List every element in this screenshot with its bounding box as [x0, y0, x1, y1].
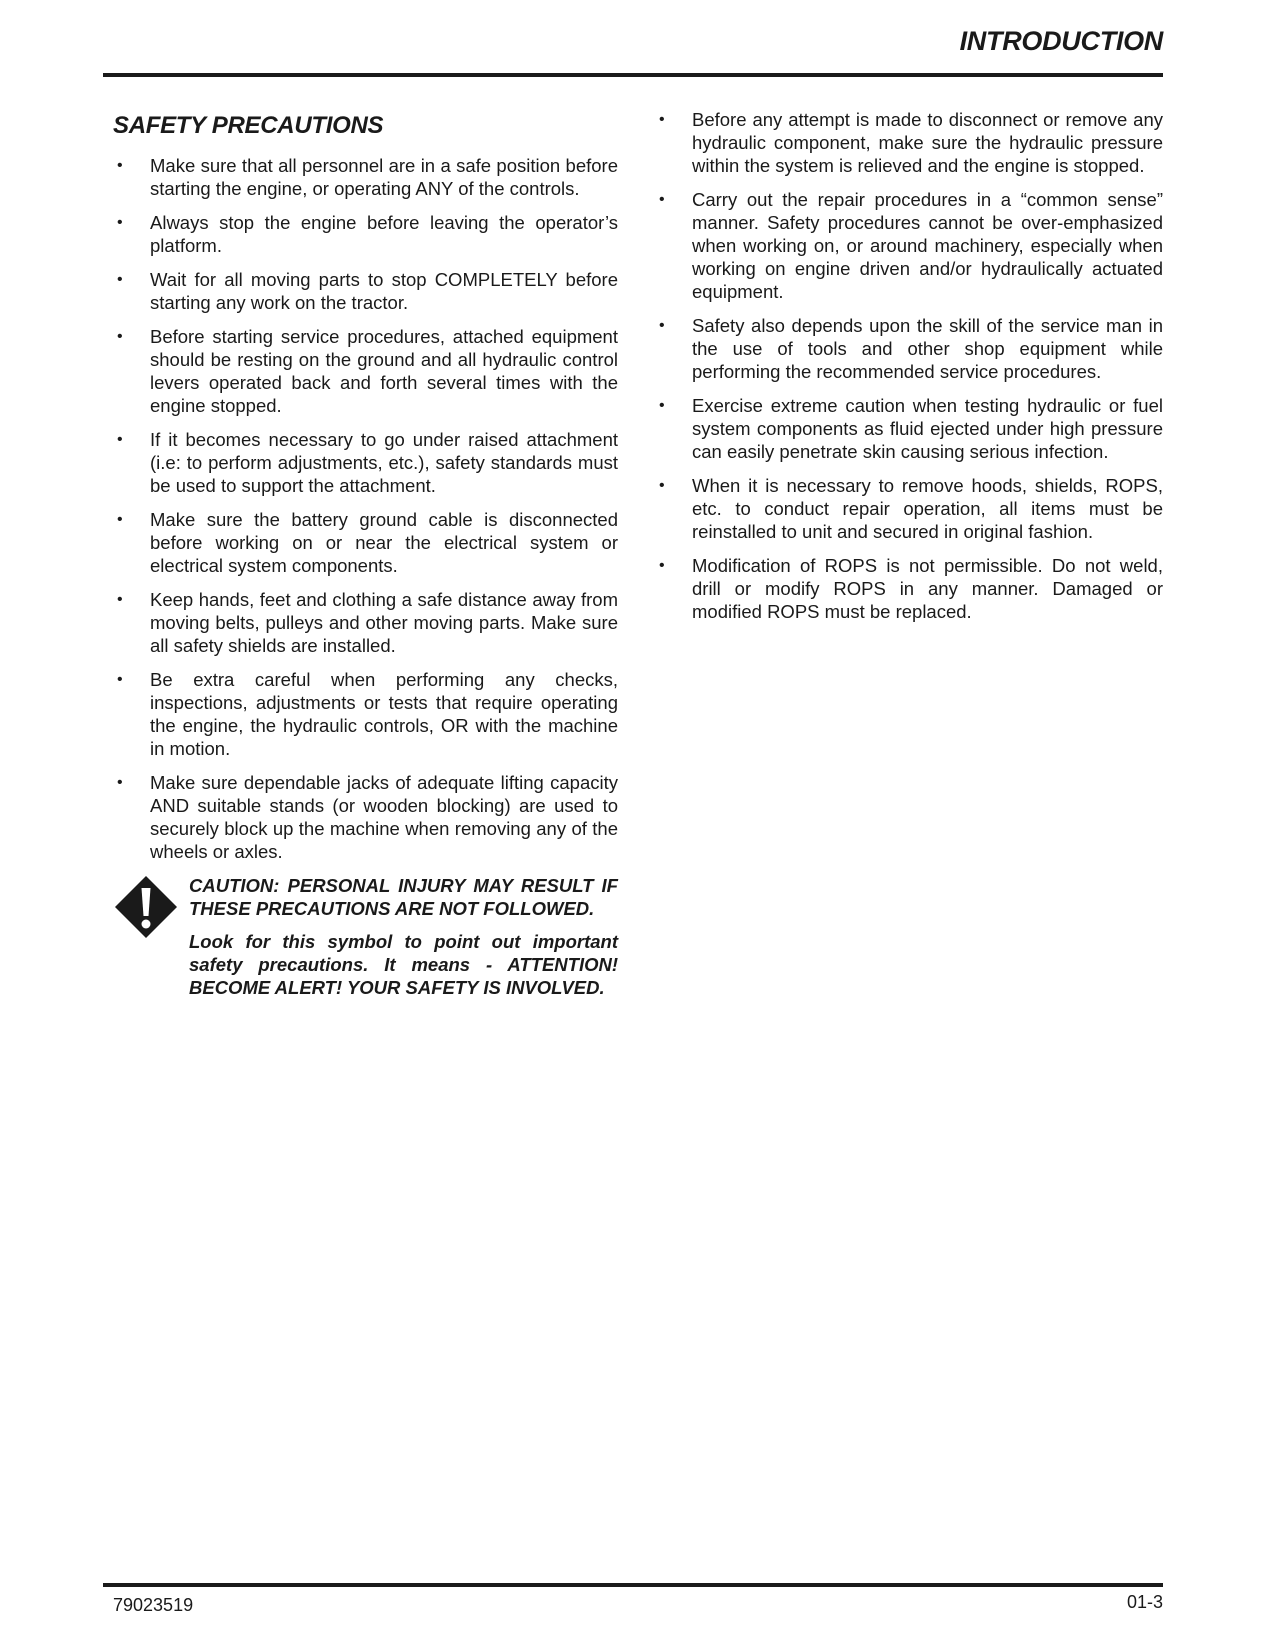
- bullet-icon: •: [117, 511, 123, 528]
- bullet-icon: •: [659, 397, 665, 414]
- page-header-title: INTRODUCTION: [959, 26, 1163, 56]
- list-item: [113, 211, 618, 257]
- caution-text: Look for this symbol to point out important safety precautions. It means - ATTENTION! BECOME ALERT! YOUR SAFETY IS INVOLVED.: [189, 931, 618, 998]
- list-item-text: Be extra careful when performing any checks, inspections, adjustments or tests that require operating the engine, the hydraulic controls, OR with the machine in motion.: [150, 669, 618, 759]
- list-item-text: Make sure dependable jacks of adequate lifting capacity AND suitable stands (or wooden blocking) are used to securely block up the machine when removing any of the wheels or axles.: [150, 772, 618, 862]
- list-item-text: Always stop the engine before leaving the operator’s platform.: [150, 212, 618, 256]
- bullet-icon: •: [659, 477, 665, 494]
- bullet-icon: •: [117, 431, 123, 448]
- list-item: [113, 268, 618, 314]
- list-item: [113, 668, 618, 760]
- list-item: [113, 508, 618, 577]
- list-item: [655, 474, 1163, 543]
- list-item-text: If it becomes necessary to go under raised attachment (i.e: to perform adjustments, etc.), safety standards must be used to support the attachment.: [150, 429, 618, 496]
- bullet-icon: •: [659, 557, 665, 574]
- bullet-icon: •: [117, 671, 123, 688]
- list-item: [655, 314, 1163, 383]
- list-item-text: Keep hands, feet and clothing a safe distance away from moving belts, pulleys and other moving parts. Make sure all safety shields are installed.: [150, 589, 618, 656]
- list-item-text: Before any attempt is made to disconnect or remove any hydraulic component, make sure the hydraulic pressure within the system is relieved and the engine is stopped.: [692, 109, 1163, 176]
- caution-box: [113, 874, 618, 999]
- warning-icon: [113, 874, 179, 940]
- caution-heading: CAUTION: PERSONAL INJURY MAY RESULT IF THESE PRECAUTIONS ARE NOT FOLLOWED.: [189, 875, 618, 919]
- bullet-icon: •: [659, 317, 665, 334]
- list-item-text: Safety also depends upon the skill of the service man in the use of tools and other shop equipment while performing the recommended service procedures.: [692, 315, 1163, 382]
- list-item-text: Wait for all moving parts to stop COMPLETELY before starting any work on the tractor.: [150, 269, 618, 313]
- list-item: [113, 588, 618, 657]
- bullet-icon: •: [659, 111, 665, 128]
- list-item-text: Carry out the repair procedures in a “common sense” manner. Safety procedures cannot be over-emphasized when working on, or around machinery, especially when working on engine driven and/or hydraulically actuated equipment.: [692, 189, 1163, 302]
- list-item-text: Make sure the battery ground cable is disconnected before working on or near the electrical system or electrical system components.: [150, 509, 618, 576]
- footer-part-number: 79023519: [113, 1595, 194, 1615]
- bullet-icon: •: [117, 591, 123, 608]
- list-item: [113, 771, 618, 863]
- right-bullet-list: [655, 108, 1163, 623]
- list-item: [655, 108, 1163, 177]
- list-item: [655, 188, 1163, 303]
- right-column: [655, 108, 1163, 634]
- bullet-icon: •: [117, 774, 123, 791]
- left-bullet-list: [113, 154, 618, 863]
- bullet-icon: •: [117, 214, 123, 231]
- list-item-text: When it is necessary to remove hoods, shields, ROPS, etc. to conduct repair operation, all items must be reinstalled to unit and secured in original fashion.: [692, 475, 1163, 542]
- bullet-icon: •: [117, 271, 123, 288]
- header-rule: [103, 73, 1163, 77]
- list-item: [655, 554, 1163, 623]
- section-title: SAFETY PRECAUTIONS: [113, 112, 384, 139]
- list-item: [113, 428, 618, 497]
- list-item: [113, 325, 618, 417]
- list-item-text: Before starting service procedures, attached equipment should be resting on the ground and all hydraulic control levers operated back and forth several times with the engine stopped.: [150, 326, 618, 416]
- list-item-text: Make sure that all personnel are in a safe position before starting the engine, or operating ANY of the controls.: [150, 155, 618, 199]
- list-item: [113, 154, 618, 200]
- list-item: [655, 394, 1163, 463]
- bullet-icon: •: [117, 157, 123, 174]
- bullet-icon: •: [659, 191, 665, 208]
- left-column: [113, 108, 618, 1009]
- list-item-text: Modification of ROPS is not permissible. Do not weld, drill or modify ROPS in any manner. Damaged or modified ROPS must be replaced.: [692, 555, 1163, 622]
- bullet-icon: •: [117, 328, 123, 345]
- footer-page-number: 01-3: [1126, 1592, 1163, 1612]
- list-item-text: Exercise extreme caution when testing hydraulic or fuel system components as fluid ejected under high pressure can easily penetrate skin causing serious infection.: [692, 395, 1163, 462]
- footer-rule: [103, 1583, 1163, 1587]
